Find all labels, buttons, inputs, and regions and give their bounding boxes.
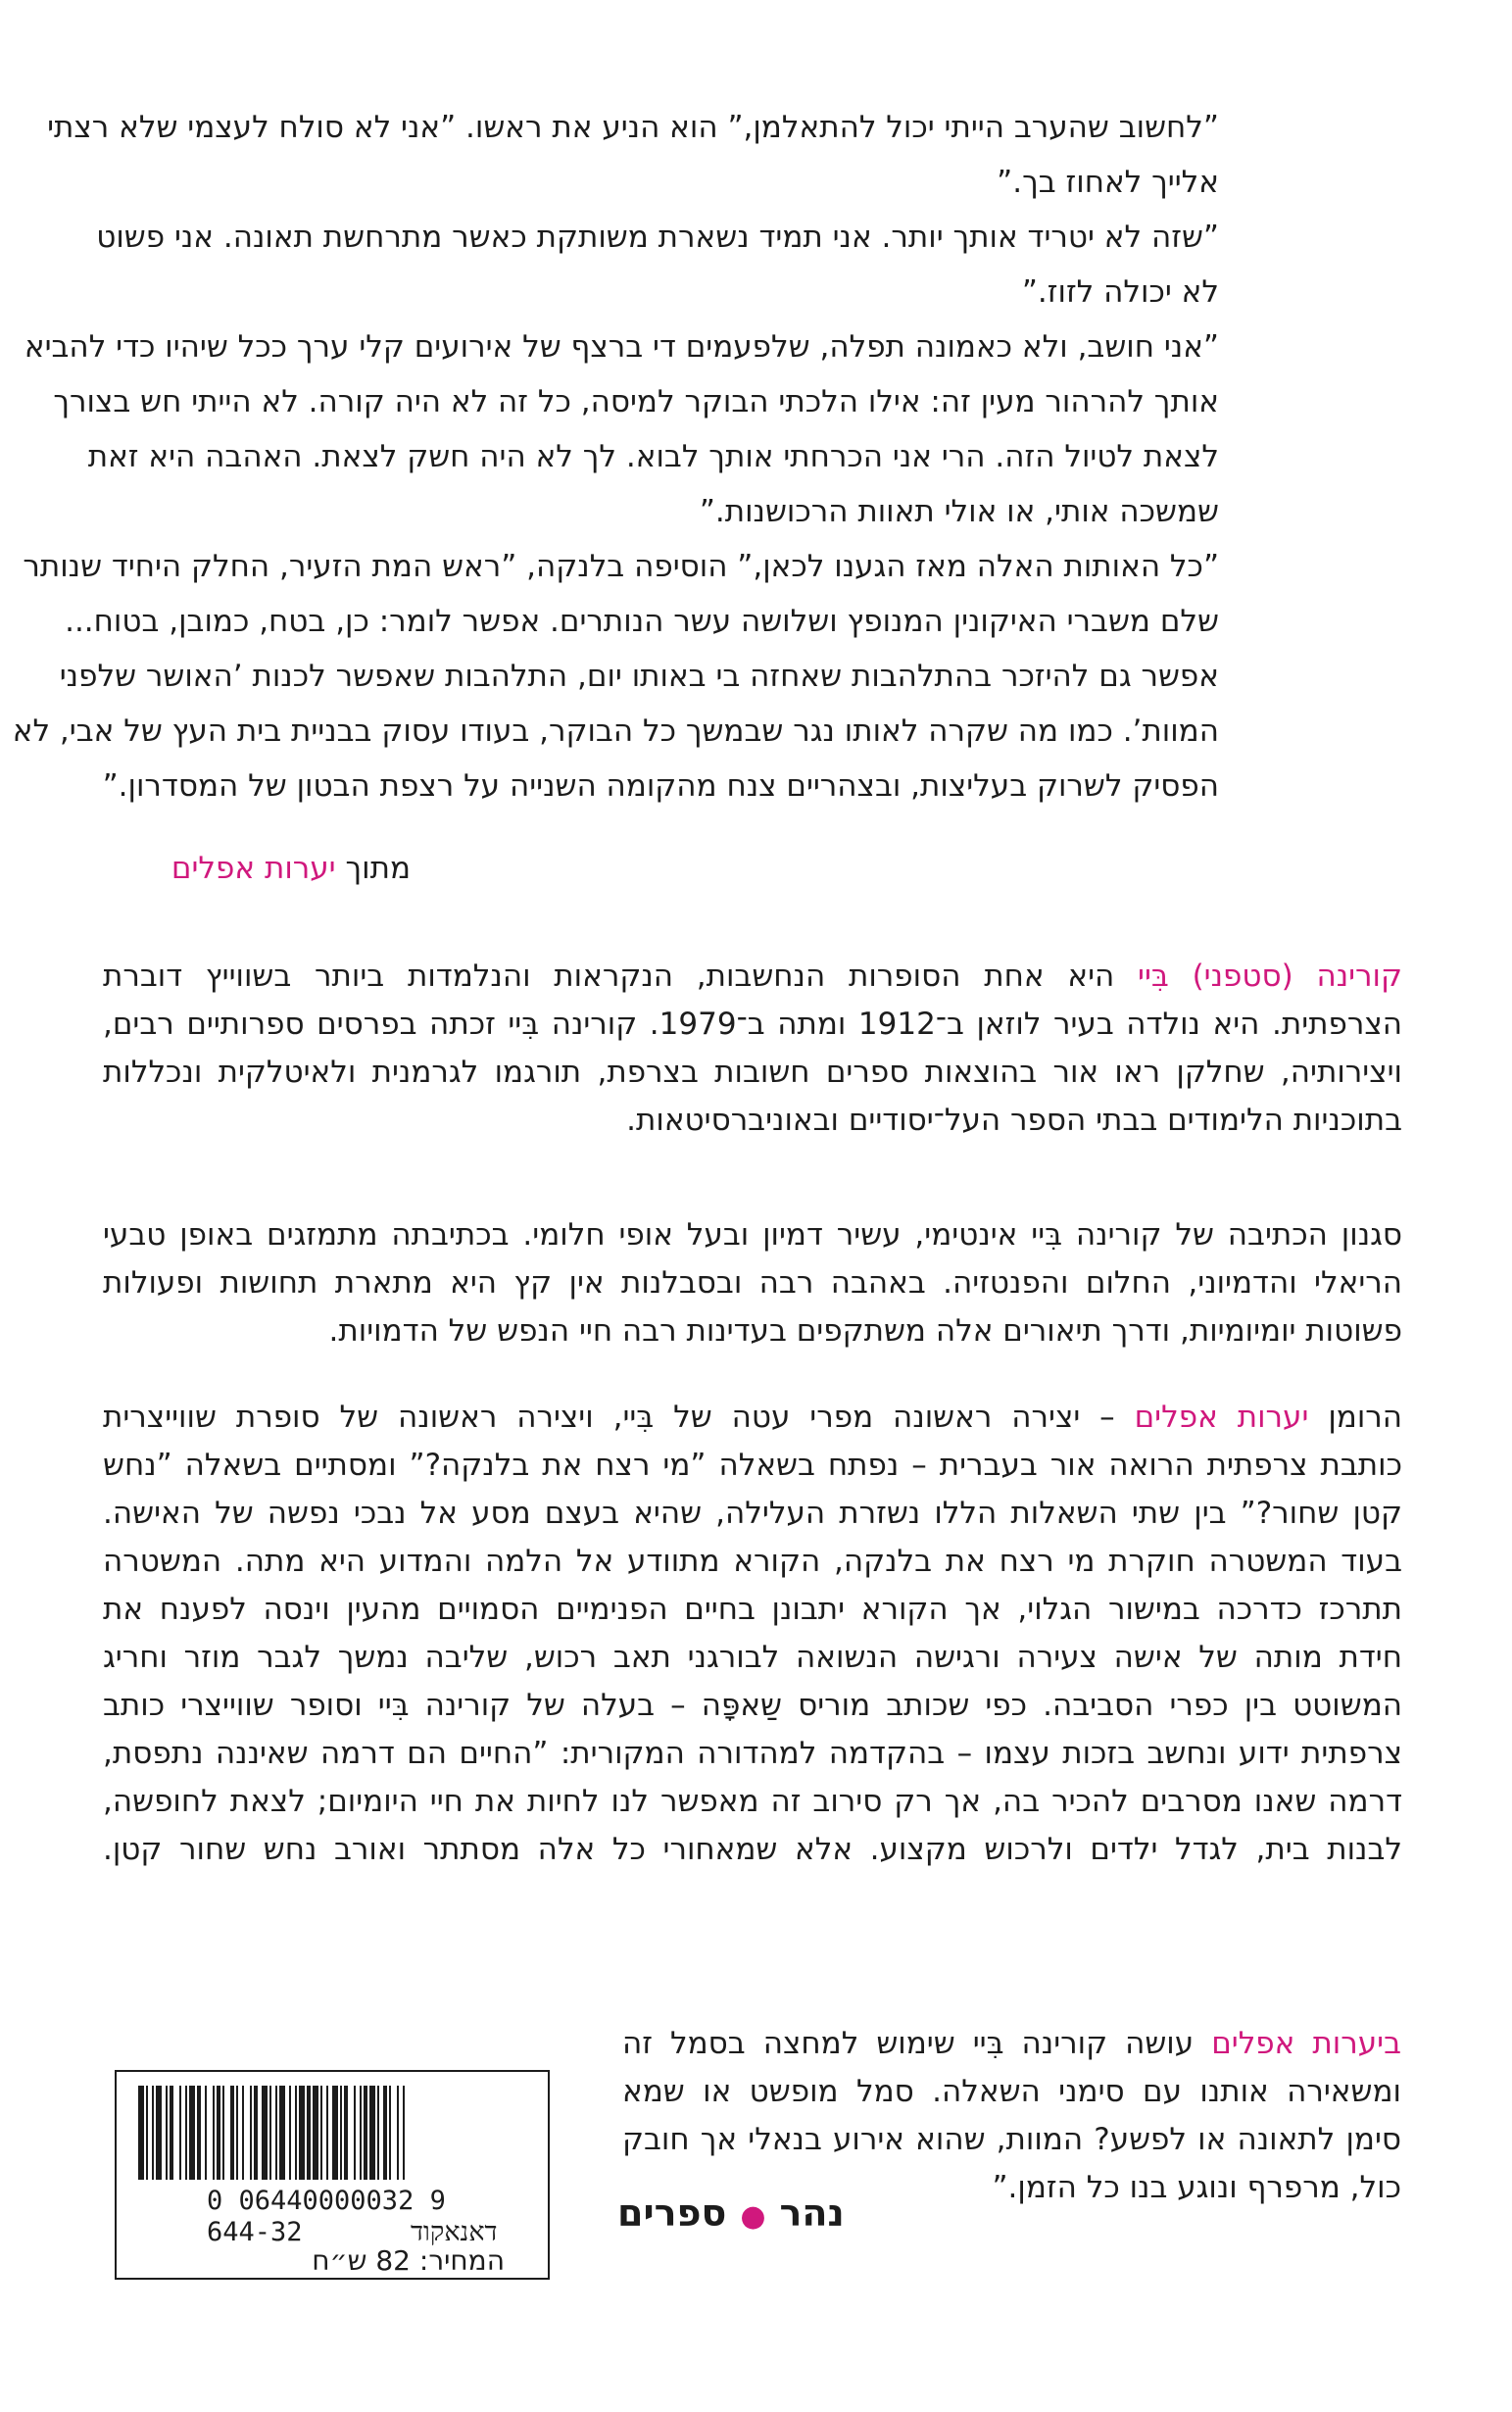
bio-line-text: היא אחת הסופרות הנחשבות, הנקראות והנלמדות ביותר בשווייץ דוברת bbox=[103, 959, 1115, 994]
style-line: הריאלי והדמיוני, החלום והפנטזיה. באהבה רבה ובסבלנות אין קץ היא מתארת תחושות ופעולות bbox=[103, 1265, 1402, 1301]
novel-line: לבנות בית, לגדל ילדים ולרכוש מקצוע. אלא שמאחורי כל אלה מסתתר ואורב נחש שחור קטן. bbox=[103, 1832, 1402, 1867]
barcode-bar bbox=[307, 2086, 311, 2180]
quote-line: ”כל האותות האלה מאז הגענו לכאן,” הוסיפה בלנקה, ”ראש המת הזעיר, החלק היחיד שנותר bbox=[23, 549, 1219, 584]
publisher-name-left: נהר bbox=[779, 2191, 845, 2235]
publisher-logo bbox=[617, 2191, 845, 2235]
barcode-bar bbox=[354, 2086, 356, 2180]
barcode-bar bbox=[230, 2086, 234, 2180]
quote-line: שלם משברי האיקונין המנופץ ושלושה עשר הנותרים. אפשר לומר: כן, בטח, כמובן, בטוח... bbox=[65, 604, 1219, 639]
bio-line: ויצירותיה, שחלקן ראו אור בהוצאות ספרים חשובות בצרפת, תורגמו לגרמנית ולאיטלקית ונכללות bbox=[103, 1055, 1402, 1090]
novel-description bbox=[103, 1394, 1402, 1874]
barcode-bar bbox=[242, 2086, 244, 2180]
novel-line: המשוטט בין כפרי הסביבה. כפי שכותב מוריס שַאפָּה – בעלה של קורינה בִּיי וסופר שווייצרי כותב bbox=[103, 1688, 1402, 1723]
novel-line: כותבת צרפתית הרואה אור בעברית – נפתח בשאלה ”מי רצח את בלנקה?” ומסתיים בשאלה ”נחש bbox=[103, 1448, 1402, 1483]
novel-line: צרפתית ידוע ונחשב בזכות עצמו – בהקדמה למהדורה המקורית: ”החיים הם דרמה שאיננה נתפסת, bbox=[103, 1736, 1402, 1771]
quote-line: ”לחשוב שהערב הייתי יכול להתאלמן,” הוא הניע את ראשו. ”אני לא סולח לעצמי שלא רצתי bbox=[47, 110, 1219, 145]
quote-line: שמשכה אותי, או אולי תאוות הרכושנות.” bbox=[699, 494, 1219, 529]
novel-line: כול, מרפרף ונוגע בנו כל הזמן.” bbox=[992, 2170, 1401, 2205]
author-name: קורינה (סטפני) בִּיי bbox=[1138, 959, 1402, 994]
barcode-bar bbox=[289, 2086, 291, 2180]
novel-line: ומשאירה אותנו עם סימני השאלה. סמל מופשט או שמא bbox=[622, 2074, 1401, 2109]
barcode-bar bbox=[360, 2086, 362, 2180]
source-prefix: מתוך bbox=[345, 851, 411, 886]
quote-line: ”אני חושב, ולא כאמונה תפלה, שלפעמים די ברצף של אירועים קלי ערך ככל שיהיו כדי להביא bbox=[24, 329, 1219, 365]
bio-line: הצרפתית. היא נולדה בעיר לוזאן ב־1912 ומתה ב־1979. קורינה בִּיי זכתה בפרסים ספרותיים רבים, bbox=[103, 1007, 1402, 1042]
barcode-bar bbox=[179, 2086, 181, 2180]
barcode-bar bbox=[383, 2086, 387, 2180]
quote-line: לצאת לטיול הזה. הרי אני הכרחתי אותך לבוא. לך לא היה חשק לצאת. האהבה היא זאת bbox=[87, 439, 1219, 474]
barcode-bar bbox=[254, 2086, 258, 2180]
barcode-bar bbox=[275, 2086, 277, 2180]
novel-line: בעוד המשטרה חוקרת מי רצח את בלנקה, הקורא מתוודע אל הלמה והמדוע היא מתה. המשטרה bbox=[103, 1544, 1402, 1579]
barcode-bar bbox=[295, 2086, 297, 2180]
novel-title: יערות אפלים bbox=[1134, 1400, 1309, 1435]
barcode-bar bbox=[236, 2086, 238, 2180]
barcode-bar bbox=[222, 2086, 224, 2180]
novel-line-text: עושה קורינה בִּיי שימוש למחצה בסמל זה bbox=[622, 2026, 1195, 2061]
novel-line bbox=[103, 1394, 1402, 1442]
barcode-code-label: דאנאקוד bbox=[411, 2217, 498, 2247]
quote-line: אותך להרהור מעין זה: אילו הלכתי הבוקר למיסה, כל זה לא היה קורה. לא הייתי חש בצורך bbox=[53, 384, 1219, 419]
barcode-bar bbox=[389, 2086, 391, 2180]
barcode-bar bbox=[397, 2086, 399, 2180]
barcode-bar bbox=[344, 2086, 348, 2180]
barcode-bar bbox=[340, 2086, 342, 2180]
barcode-bar bbox=[213, 2086, 215, 2180]
publisher-name-right: ספרים bbox=[617, 2191, 727, 2235]
novel-description-tail bbox=[622, 2020, 1401, 2212]
barcode-box bbox=[115, 2070, 550, 2280]
source-title: יערות אפלים bbox=[171, 851, 336, 886]
barcode-bar bbox=[250, 2086, 252, 2180]
barcode-bar bbox=[170, 2086, 173, 2180]
novel-line: חידת מותה של אישה צעירה ורגישה הנשואה לבורגני תאב רכוש, שליבה נמשך לגבר מוזר וחריג bbox=[103, 1640, 1402, 1675]
barcode-bar bbox=[138, 2086, 144, 2180]
barcode-bar bbox=[189, 2086, 195, 2180]
barcode-bar bbox=[166, 2086, 168, 2180]
excerpt-quote bbox=[12, 100, 1219, 813]
quote-line: ”שזה לא יטריד אותך יותר. אני תמיד נשארת משותקת כאשר מתרחשת תאונה. אני פשוט bbox=[96, 220, 1219, 255]
barcode-bar bbox=[152, 2086, 154, 2180]
barcode-bar bbox=[403, 2086, 405, 2180]
quote-line: המוות’. כמו מה שקרה לאותו נגר שבמשך כל הבוקר, בעודו עסוק בבניית בית העץ של אבי, לא bbox=[12, 714, 1219, 749]
price-label: המחיר: 82 ש״ח bbox=[312, 2244, 505, 2277]
barcode-image bbox=[134, 2086, 526, 2184]
style-line: סגנון הכתיבה של קורינה בִּיי אינטימי, עשיר דמיון ובעל אופי חלומי. בכתיבתה מתמזגים באופן טבעי bbox=[103, 1217, 1402, 1253]
barcode-bar bbox=[197, 2086, 201, 2180]
style-line: פשוטות יומיומיות, ודרך תיאורים אלה משתקפים בעדינות רבה חיי הנפש של הדמויות. bbox=[328, 1313, 1402, 1349]
novel-line-text: – יצירה ראשונה מפרי עטה של בִּיי, ויצירה ראשונה של סופרת שווייצרית bbox=[103, 1400, 1115, 1435]
barcode-bar bbox=[269, 2086, 271, 2180]
novel-prefix: הרומן bbox=[1328, 1400, 1403, 1435]
barcode-bar bbox=[377, 2086, 379, 2180]
barcode-bar bbox=[217, 2086, 220, 2180]
barcode-bar bbox=[146, 2086, 148, 2180]
quote-line: הפסיק לשרוק בעליצות, ובצהריים צנח מהקומה השנייה על רצפת הבטון של המסדרון.” bbox=[102, 768, 1219, 804]
novel-line: תתרכז כדרכה במישור הגלוי, אך הקורא יתבונן בחיים הפנימיים הסמויים מהעין וינסה לפענח את bbox=[103, 1592, 1402, 1627]
barcode-bar bbox=[320, 2086, 322, 2180]
barcode-bar bbox=[369, 2086, 375, 2180]
barcode-bar bbox=[205, 2086, 207, 2180]
novel-title-inline: ביערות אפלים bbox=[1211, 2026, 1401, 2061]
writing-style-paragraph bbox=[103, 1211, 1402, 1355]
barcode-bar bbox=[185, 2086, 187, 2180]
barcode-bar bbox=[364, 2086, 367, 2180]
quote-line: לא יכולה לזוז.” bbox=[1021, 274, 1219, 310]
barcode-bar bbox=[332, 2086, 338, 2180]
bio-line: בתוכניות הלימודים בבתי הספר העל־יסודיים ובאוניברסיטאות. bbox=[626, 1103, 1402, 1138]
barcode-bar bbox=[299, 2086, 305, 2180]
barcode-bar bbox=[262, 2086, 268, 2180]
barcode-code: 644-32 bbox=[207, 2217, 303, 2247]
novel-line: סימן לתאונה או לפשע? המוות, שהוא אירוע בנאלי אך חובק bbox=[622, 2122, 1401, 2157]
barcode-bar bbox=[279, 2086, 285, 2180]
barcode-bar bbox=[326, 2086, 328, 2180]
novel-line: דרמה שאנו מסרבים להכיר בה, אך רק סירוב זה מאפשר לנו לחיות את חיי היומיום; לצאת לחופשה, bbox=[103, 1784, 1402, 1819]
barcode-digits: 0 06440000032 9 bbox=[207, 2186, 446, 2216]
novel-line bbox=[622, 2020, 1401, 2068]
quote-source bbox=[171, 851, 411, 886]
author-bio bbox=[103, 953, 1402, 1145]
quote-line: אפשר גם להיזכר בהתלהבות שאחזה בי באותו יום, התלהבות שאפשר לכנות ’האושר שלפני bbox=[59, 659, 1219, 694]
novel-line: קטן שחור?” בין שתי השאלות הללו נשזרת העלילה, שהיא בעצם מסע אל נבכי נפשה של האישה. bbox=[103, 1496, 1402, 1531]
bio-line bbox=[103, 953, 1402, 1001]
barcode-bar bbox=[156, 2086, 162, 2180]
dot-icon: ● bbox=[740, 2199, 766, 2234]
barcode-bar bbox=[313, 2086, 318, 2180]
quote-line: אלייך לאחוז בך.” bbox=[997, 165, 1219, 200]
